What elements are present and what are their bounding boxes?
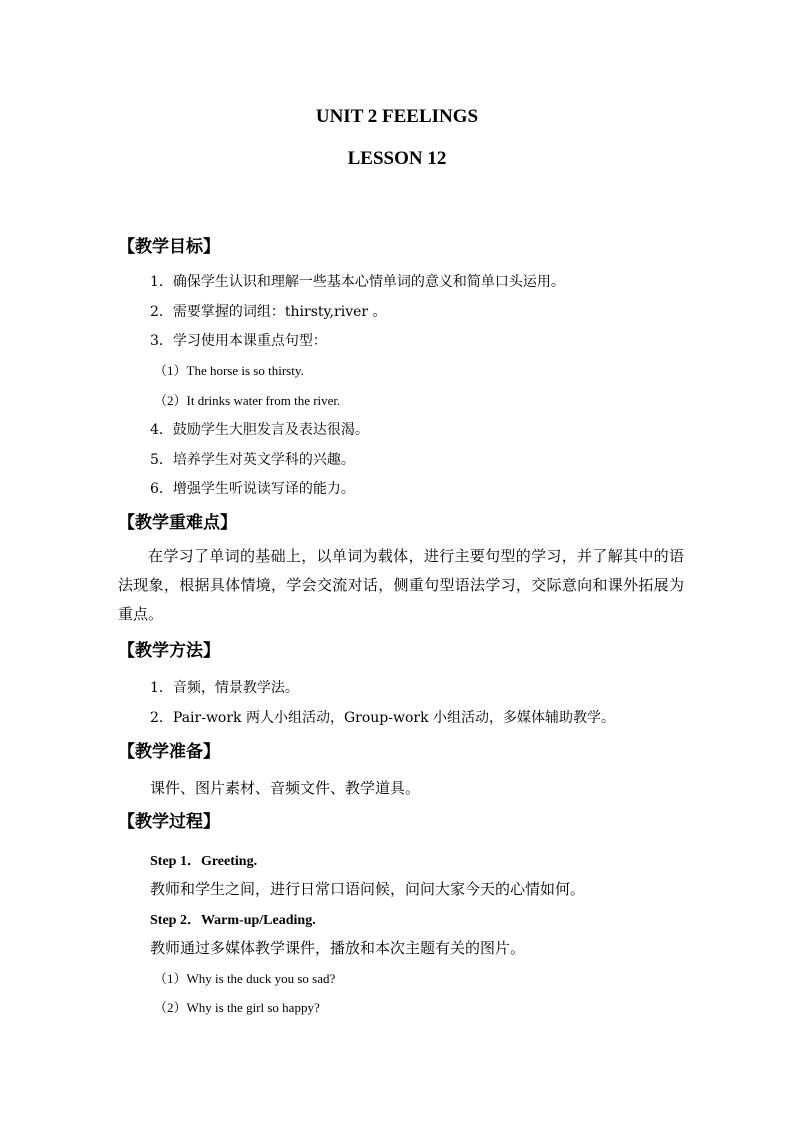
methods-heading: 【教学方法】: [118, 641, 220, 661]
step-title: Step 2．Warm-up/Leading.: [150, 913, 316, 928]
preparation-heading: 【教学准备】: [118, 742, 220, 762]
key-points-paragraph: 在学习了单词的基础上，以单词为载体，进行主要句型的学习，并了解其中的语法现象，根据具体情境，学会交流对话，侧重句型语法学习，交际意向和课外拓展为重点。: [118, 547, 684, 623]
step-text: 教师和学生之间，进行日常口语问候，问问大家今天的心情如何。: [150, 880, 586, 898]
objective-item: 4．鼓励学生大胆发言及表达很渴。: [150, 422, 369, 438]
step-question: （2）Why is the girl so happy?: [154, 1000, 320, 1015]
step-question: （1）Why is the duck you so sad?: [154, 971, 336, 986]
page-title: UNIT 2 FEELINGS: [315, 106, 479, 127]
method-item: 2．Pair-work 两人小组活动，Group-work 小组活动，多媒体辅助教学。: [150, 710, 616, 726]
objective-item: 1．确保学生认识和理解一些基本心情单词的意义和简单口头运用。: [150, 274, 565, 290]
process-heading: 【教学过程】: [118, 812, 220, 832]
objective-item: 5．培养学生对英文学科的兴趣。: [150, 452, 355, 468]
objective-item: 6．增强学生听说读写译的能力。: [150, 481, 355, 497]
preparation-text: 课件、图片素材、音频文件、教学道具。: [150, 779, 421, 797]
objective-sentence: （1）The horse is so thirsty.: [154, 363, 304, 378]
objective-item: 3．学习使用本课重点句型：: [150, 333, 327, 349]
step-text: 教师通过多媒体教学课件，播放和本次主题有关的图片。: [150, 939, 526, 957]
step-title: Step 1．Greeting.: [150, 854, 258, 869]
objective-sentence: （2）It drinks water from the river.: [154, 393, 341, 408]
lesson-subtitle: LESSON 12: [347, 148, 447, 169]
method-item: 1．音频，情景教学法。: [150, 680, 299, 696]
objectives-heading: 【教学目标】: [118, 237, 220, 257]
key-points-heading: 【教学重难点】: [118, 513, 237, 533]
objective-item: 2．需要掌握的词组：thirsty,river 。: [150, 304, 387, 320]
